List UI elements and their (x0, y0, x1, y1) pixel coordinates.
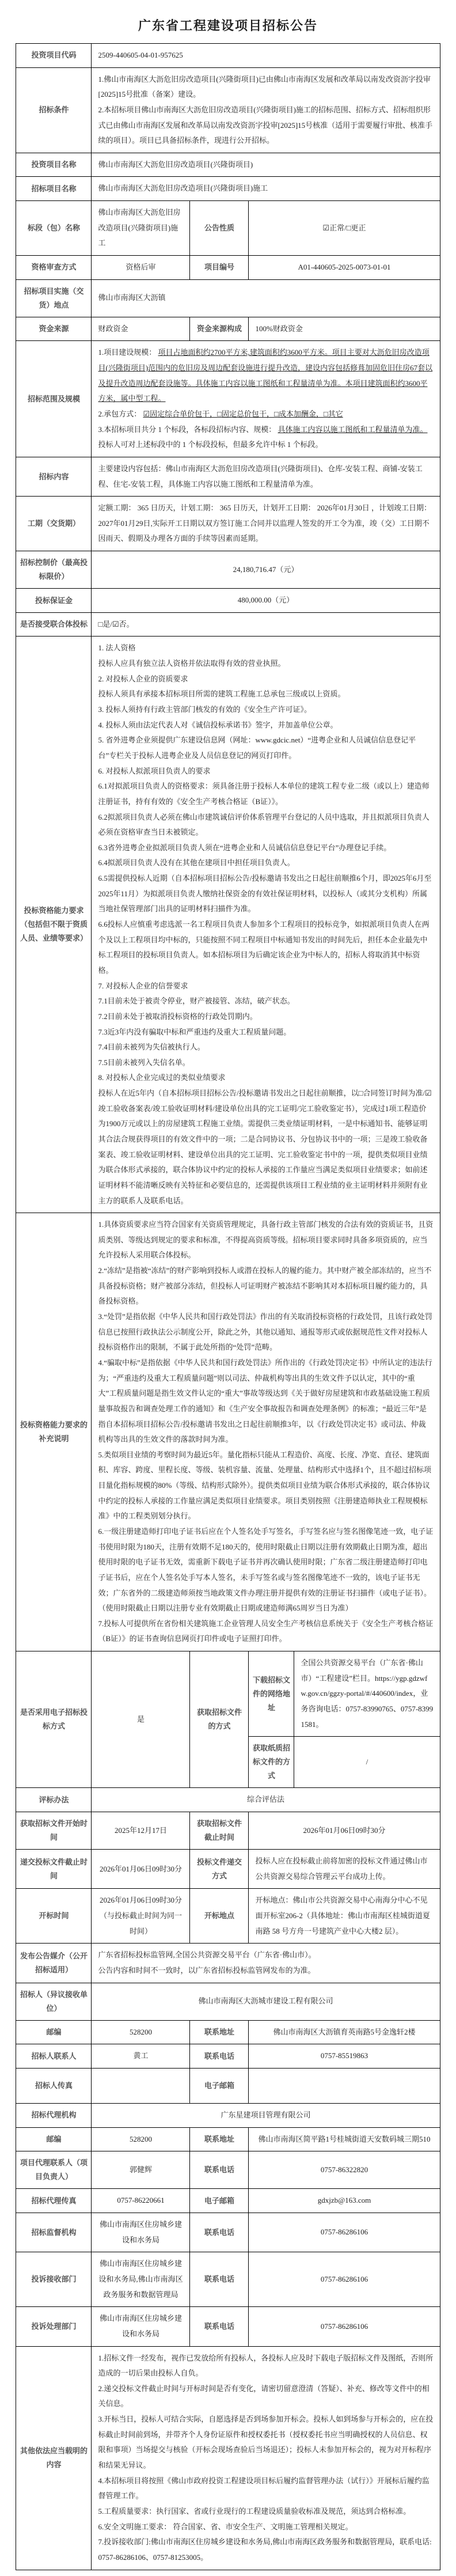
phone1-value: 0757-85519863 (249, 2044, 440, 2069)
paragraph: 6. 对投标人拟派项目负责人的要求 (98, 766, 211, 775)
paragraph: 1.项目建设规模： 项目占地面积约2700平方米,建筑面积约3600平方米。项目主要对大沥危旧房改造项目(兴隆街项目)范围内的危旧房及周边配套设施进行提升改造，建设内容包括修葺加固危旧住房67套以及提升改造周边配套设施等。具体施工内容以施工图纸和工程量清单为准。本项目建筑面积约3600平方米，属中型工程。 (98, 348, 433, 403)
row-deposit (16, 589, 440, 613)
paragraph: 6.一级注册建造师打印电子证书后应在个人签名处手写签名，手写签名应与签名图像笔迹一致，电子证书使用时限为180天，注册有效期不足180天的，使用时限截止日期以注册有效期截止日期为准，超出使用时限的电子证书无效，需重新下载电子证书并再次确认使用时限；广东省二级注册建造师打印电子证书后，应在个人签名处手写本人签名，未手写签名或与签名图像笔迹不一致的，该电子证书无效；广东省外的二级建造师须按当地政策文件办理注册并提供有效的注册证书扫描件（或电子证书）。（使用时限截止日期以注册专业有效期截止日期或建造师满65周岁当日为准） (98, 1527, 434, 1613)
row-complaint-recv (16, 2252, 440, 2307)
scope-label: 招标范围及规模 (16, 341, 92, 457)
email2-value: gdxjzb@163.com (249, 2189, 440, 2213)
paragraph: 5.类似项目业绩的考察时间为最近5年。量化指标只能从工程造价、高度、长度、净宽、直径、建筑面积、库容、跨度、里程长度、等级、装机容量、流量、处理量、结构形式中选择1个，且不超过招标项目量化指标规模的80%（等级、结构形式除外）。提供类似项目业绩为联合体形式承接的，联合体协议中约定的投标人承接的工作量应满足类似项目业绩要求。项目类别按照《注册建造师执业工程规模标准》中的工程类别划分执行。 (98, 1450, 431, 1521)
doc-end-value: 2026年01月06日09时30分 (249, 1812, 440, 1850)
deposit-label: 投标保证金 (16, 589, 92, 613)
paragraph: 7.投标人可提供所在省份相关建筑施工企业管理人员安全生产考核信息系统关于《安全生产考核合格证（B证）》的证书查询信息网页打印件或电子证照打印件。 (98, 1619, 434, 1643)
row-others (16, 2346, 440, 2570)
tender-name-value: 佛山市南海区大沥危旧房改造项目(兴隆街项目)施工 (92, 177, 440, 201)
paragraph: 7.2目前未处于被取消投标资格的行政处罚期内。 (98, 1012, 257, 1021)
paragraph: 1. 法人资格 (98, 643, 136, 653)
agency-contact-label: 项目代理联系人（项目负责人） (16, 2151, 92, 2189)
row-fax2 (16, 2189, 440, 2213)
paragraph: 7.1目前未处于被责令停业，财产被接管、冻结，破产状态。 (98, 997, 295, 1006)
paragraph: 投标人可对上述标段中的 1 个标段投标，但最多允许中标 1 个标段。 (98, 440, 323, 449)
row-agency (16, 2104, 440, 2128)
tenderer-contact-value: 黄工 (92, 2044, 190, 2069)
paragraph: 6.1对拟派项目负责人的资格要求：须具备注册于投标人本单位的建筑工程专业二级（或以上）建造师注册证书，持有有效的《安全生产考核合格证（B证）》。 (98, 782, 430, 806)
row-contact2 (16, 2151, 440, 2189)
email1-label: 电子邮箱 (190, 2069, 249, 2104)
qualification-label: 投标资格能力要求（包括但不限于资质人员、业绩等要求） (16, 637, 92, 1213)
opening-time-value: 2026年01月06日09时30分（与投标截止时间为同一时间） (92, 1889, 190, 1944)
row-consortium (16, 612, 440, 637)
paragraph: 3.本招标项目共分 1 个标段，各标段招标内容、规模： 具体施工内容以施工图纸和工程量清单为准。 (98, 425, 428, 434)
download-docs-value: 全国公共资源交易平台（广东省·佛山市）“工程建设”栏目。https://ygp.gdzwfw.gov.cn/ggzy-portal/#/440600/index，业务咨询电话：0757-83990765、0757-83991581。 (294, 1651, 440, 1737)
paragraph: 投标人须具有承接本招标项目所需的建筑工程施工总承包三级或以上资质。 (98, 690, 345, 699)
content-value: 主要建设内容包括：佛山市南海区大沥危旧房改造项目(兴隆街项目)、仓库-安装工程、商铺-安装工程、住宅-安装工程，具体施工内容以施工图纸和工程量清单为准。 (92, 457, 440, 496)
project-code-value: 2509-440605-04-01-957625 (92, 44, 440, 68)
phone2-label: 联系电话 (190, 2151, 249, 2189)
paragraph: 1.具体资质要求应当符合国家有关资质管理规定，具备行政主管部门核发的合法有效的资质证书，且资质类别、等级达到规定的要求和标准，不得提高资质等级。招标项目要求同时具备多项资质的，应当允许投标人采用联合体投标。 (98, 1220, 434, 1260)
e-bidding-label: 是否采用电子招标投标方式 (16, 1651, 92, 1788)
download-docs-label: 下载招标文件的网络地址 (249, 1651, 294, 1737)
funds-composition-label: 资金来源构成 (190, 317, 249, 341)
row-qualification (16, 637, 440, 1213)
complaint-handle-value: 佛山市南海区住房城乡建设和水务局 (92, 2307, 190, 2346)
submit-method-value: 投标人应在投标截止前将加密的投标文件通过佛山市公共资源交易综合管理云平台成功上传。 (249, 1850, 440, 1889)
row-project-code (16, 44, 440, 68)
others-label: 其他依法应当载明的内容 (16, 2346, 92, 2570)
ceiling-label: 招标控制价（最高投标限价） (16, 551, 92, 589)
paragraph: 7. 对投标人企业的信誉要求 (98, 981, 188, 990)
agency-fax-label: 招标代理传真 (16, 2189, 92, 2213)
address1-value: 佛山市南海区大沥镇育英南路5号金逸轩2楼 (249, 2020, 440, 2044)
paragraph: 6.2拟派项目负责人必须在佛山市建筑诚信评价体系管理平台登记的人员中选取，并且拟派项目负责人必须在资格审查当日未被锁定。 (98, 812, 430, 837)
paragraph: 5. 省外进粤企业须提供广东建设信息网（网址：www.gdcic.net）“进粤企业和人员诚信信息登记平台”专栏关于投标人进粤企业及人员信息登记的网页打印件。 (98, 736, 416, 760)
agency-label: 招标代理机构 (16, 2104, 92, 2128)
opening-time-label: 开标时间 (16, 1889, 92, 1944)
paragraph: 2. 对投标人企业的资质要求 (98, 674, 188, 683)
period-label: 工期（交货期） (16, 497, 92, 551)
paragraph: 7.3近3年内没有骗取中标和严重违约及重大工程质量问题。 (98, 1027, 291, 1036)
row-complaint-handle (16, 2307, 440, 2346)
doc-start-value: 2025年12月17日 (92, 1812, 190, 1850)
row-section (16, 201, 440, 256)
funds-value: 财政资金 (92, 317, 190, 341)
email2-label: 电子邮箱 (190, 2189, 249, 2213)
complaint-recv-phone-label: 联系电话 (190, 2252, 249, 2307)
evaluation-label: 评标办法 (16, 1788, 92, 1812)
qual-review-label: 资格审查方式 (16, 256, 92, 280)
complaint-handle-phone-label: 联系电话 (190, 2307, 249, 2346)
scope-value (92, 341, 440, 457)
agency-value: 广东星建项目管理有限公司 (92, 2104, 440, 2128)
complaint-handle-label: 投诉处理部门 (16, 2307, 92, 2346)
row-e-bidding (16, 1651, 440, 1737)
section-value: 佛山市南海区大沥危旧房改造项目(兴隆街项目)施工 (92, 201, 190, 256)
doc-end-label: 获取招标文件截止时间 (190, 1812, 249, 1850)
zip1-value: 528200 (92, 2020, 190, 2044)
tender-announcement-table (16, 43, 440, 2570)
zip2-value: 528200 (92, 2127, 190, 2151)
row-contact1 (16, 2044, 440, 2069)
qual-supplement-label: 投标资格能力要求的补充说明 (16, 1213, 92, 1651)
row-ceiling (16, 551, 440, 589)
row-period (16, 497, 440, 551)
notice-nature-label: 公告性质 (190, 201, 249, 256)
row-invest-name (16, 153, 440, 177)
zip2-label: 邮编 (16, 2127, 92, 2151)
paragraph: 6.3省外进粤企业拟派项目负责人须在“进粤企业和人员诚信信息登记平台”办理登记手续。 (98, 843, 392, 852)
complaint-handle-phone-value: 0757-86286106 (249, 2307, 440, 2346)
paragraph: 2.本招标项目佛山市南海区大沥危旧房改造项目(兴隆街项目)施工的招标范围、招标方式、招标组织形式已由佛山市南海区发展和改革局以南发改资沥字投审[2025]15号核准（适用于需要履行审批、核准手续的项目）。项目已具备招标条件，现进行公开招标。 (98, 105, 433, 145)
others-value (92, 2346, 440, 2570)
address2-value: 佛山市南海区简平路1号桂城街道天安数码城三期510 (249, 2127, 440, 2151)
ceiling-value: 24,180,716.47（元） (92, 551, 440, 589)
complaint-recv-label: 投诉接收部门 (16, 2252, 92, 2307)
e-bidding-value: 是 (92, 1651, 190, 1788)
qualification-value (92, 637, 440, 1213)
notice-nature-value: ☑正常/□更正 (249, 201, 440, 256)
row-scope (16, 341, 440, 457)
media-label: 发布公告媒介（公开招标适用） (16, 1944, 92, 1983)
content-label: 招标内容 (16, 457, 92, 496)
row-qual-supplement (16, 1213, 440, 1651)
paragraph: 6.6投标人应慎重考虑选派一名工程项目负责人参加多个工程项目的投标竞争，如拟派项目负责人在两个及以上工程项目均中标的，只能按照不同工程项目中标通知书发出的时间先后，担任本企业最先中标工程项目的投标项目负责人。如本招标项目为后确定该企业为中标人的，招标人将取消其中标资格。 (98, 920, 430, 975)
paragraph: 7.5目前未被列入失信名单。 (98, 1058, 190, 1067)
supervisor-phone-label: 联系电话 (190, 2213, 249, 2252)
paragraph: 4. 投标人须由法定代表人对《诚信投标承诺书》签字，并加盖单位公章。 (98, 720, 338, 729)
paragraph: 6.4拟派项目负责人没有在其他在建项目中担任项目负责人。 (98, 858, 295, 867)
location-value: 佛山市南海区大沥镇 (92, 279, 440, 317)
bid-conditions-label: 招标条件 (16, 67, 92, 153)
paragraph: 2.承包方式： ☑固定综合单价包干，□固定总价包干，□成本加酬金，□其它 (98, 409, 343, 418)
row-tenderer (16, 1983, 440, 2020)
paragraph: 2.“冻结”是指被“冻结”的财产影响到投标人或潜在投标人的履约能力。其中财产被全部冻结的，应当不具备投标资格；财产被部分冻结，但投标人可证明财产被冻结不影响其对本招标项目履约能力的，具备投标资格。 (98, 1266, 432, 1306)
submit-deadline-label: 递交投标文件截止时间 (16, 1850, 92, 1889)
paragraph: 广东省招标投标监管网,全国公共资源交易平台（广东省·佛山市）。 (98, 1950, 316, 1960)
complaint-recv-value: 佛山市南海区住房城乡建设和水务局,佛山市南海区政务服务和数据管理局 (92, 2252, 190, 2307)
project-number-value: A01-440605-2025-0073-01-01 (249, 256, 440, 280)
evaluation-value: 综合评估法 (92, 1788, 440, 1812)
complaint-recv-phone-value: 0757-86286106 (249, 2252, 440, 2307)
paragraph: 3.“处罚”是指依据《中华人民共和国行政处罚法》作出的有关取消投标资格的行政处罚，且该行政处罚信息已按照行政执法公示制度公开，除此之外，其他以通知、通报等形式或依据规范性文件对投标人投标资格作出的限制，不属于此处所指的“处罚”范畴。 (98, 1312, 432, 1352)
submit-method-label: 投标文件递交方式 (190, 1850, 249, 1889)
paragraph: 2.递交投标文件截止时间与开标时间是否有变化，请密切留意澄清（答疑）、补充、修改等文件中的相关信息。 (98, 2384, 430, 2408)
paragraph: 7.投诉接收部门:佛山市南海区住房城乡建设和水务局,佛山市南海区政务服务和数据管理局，联系电话:0757-86286106、0757-81253005。 (98, 2537, 432, 2562)
location-label: 招标项目实施（交货）地点 (16, 279, 92, 317)
row-location (16, 279, 440, 317)
bid-conditions-value (92, 67, 440, 153)
row-zip1 (16, 2020, 440, 2044)
paragraph: 投标人应具有独立法人资格并依法取得有效的营业执照。 (98, 659, 286, 668)
tenderer-value: 佛山市南海区大沥城市建设工程有限公司 (92, 1983, 440, 2020)
doc-start-label: 获取招标文件开始时间 (16, 1812, 92, 1850)
section-label: 标段（包）名称 (16, 201, 92, 256)
submit-deadline-value: 2026年01月06日09时30分 (92, 1850, 190, 1889)
funds-composition-value: 100%财政资金 (249, 317, 440, 341)
address2-label: 联系地址 (190, 2127, 249, 2151)
paragraph: 4.本招标项目将按照《佛山市政府投资工程建设项目标后履约监督管理办法（试行）》开展标后履约监督管理工作。 (98, 2476, 430, 2501)
tenderer-label: 招标人（异议接收单位） (16, 1983, 92, 2020)
paper-docs-value: / (294, 1737, 440, 1788)
tenderer-fax-value (92, 2069, 190, 2104)
row-bid-conditions (16, 67, 440, 153)
project-number-label: 项目编号 (190, 256, 249, 280)
phone2-value: 0757-86322820 (249, 2151, 440, 2189)
tender-name-label: 招标项目名称 (16, 177, 92, 201)
paragraph: 3. 投标人须持有行政主管部门核发的有效的《安全生产许可证》。 (98, 705, 311, 714)
row-fax1 (16, 2069, 440, 2104)
row-supervisor (16, 2213, 440, 2252)
consortium-value: □是/☑否。 (92, 612, 440, 637)
row-doc-time (16, 1812, 440, 1850)
paragraph: 8. 对投标人企业完成过的类似业绩要求 (98, 1073, 226, 1082)
paragraph: 3.开标当日，投标人可结合实际，自愿选择是否到场参加开标会。投标人如到场参与开标会的，应在投标截止时间前到场，并带齐个人身份证原件和授权委托书（授权委托书应当明确授权的人员信息、权限和事项）当场提交与核验（开标会现场查验后当场退还）；投标人未参加开标会的，视为对开标程序和结果无异议。 (98, 2415, 434, 2470)
tenderer-fax-label: 招标人传真 (16, 2069, 92, 2104)
page-title: 广东省工程建设项目招标公告 (138, 18, 318, 33)
period-value: 定额工期： 365 日历天，计划工期： 365 日历天，计划开工日期： 2026年01月30日 ，计划竣工日期： 2027年01月29日,实际开工日期以双方签订施工合同并以监理人签发的开工令为准，竣（交）工日期不因雨天、假期及办理各方面的手续等因素而延期。 (92, 497, 440, 551)
row-opening (16, 1889, 440, 1944)
phone1-label: 联系电话 (190, 2044, 249, 2069)
address1-label: 联系地址 (190, 2020, 249, 2044)
agency-fax-value: 0757-86220661 (92, 2189, 190, 2213)
agency-contact-value: 郭健辉 (92, 2151, 190, 2189)
invest-name-label: 投资项目名称 (16, 153, 92, 177)
paragraph: 4.“骗取中标”是指依据《中华人民共和国行政处罚法》所作出的《行政处罚决定书》中所认定的违法行为；“严重违约及重大工程质量问题”则以司法、仲裁机构等出具的生效文件予以认定，其中的“重大”工程质量问题是指生效文件认定的“重大”事故等级达到《关于做好房屋建筑和市政基础设施工程质量事故报告和调查处理工作的通知》和《生产安全事故报告和调查处理条例》的标准；“最近三年”是指自本招标项目招标公告/投标邀请书发出之日起往前顺推3年，以《行政处罚决定书》或司法、仲裁机构等出具的生效文件的落款时间为准。 (98, 1358, 432, 1444)
funds-label: 资金来源 (16, 317, 92, 341)
row-funds (16, 317, 440, 341)
paragraph: 6.安全文明施工要求： 符合国家、省、市安全生产、文明施工管理相关规定。 (98, 2522, 353, 2531)
supervisor-phone-value: 0757-86286106 (249, 2213, 440, 2252)
row-submit (16, 1850, 440, 1889)
email1-value (249, 2069, 440, 2104)
supervisor-label: 招标监督机构 (16, 2213, 92, 2252)
supervisor-value: 佛山市南海区住房城乡建设和水务局 (92, 2213, 190, 2252)
opening-place-value: 开标地点：佛山市公共资源交易中心南海分中心不见面开标室206-2（具体地址：佛山市南海区桂城街道夏南路 58 号方舟一号建筑产业中心大楼2 层）。 (249, 1889, 440, 1944)
paper-docs-label: 获取纸质招标文件的方式 (249, 1737, 294, 1788)
tenderer-contact-label: 招标人联系人 (16, 2044, 92, 2069)
obtain-docs-label: 获取招标文件的方式 (190, 1651, 249, 1788)
row-content (16, 457, 440, 496)
consortium-label: 是否接受联合体投标 (16, 612, 92, 637)
media-value (92, 1944, 440, 1983)
row-qual-review (16, 256, 440, 280)
qual-supplement-value (92, 1213, 440, 1651)
project-code-label: 投资项目代码 (16, 44, 92, 68)
row-zip2 (16, 2127, 440, 2151)
zip1-label: 邮编 (16, 2020, 92, 2044)
row-media (16, 1944, 440, 1983)
row-evaluation (16, 1788, 440, 1812)
paragraph: 1.佛山市南海区大沥危旧房改造项目(兴隆街项目)已由佛山市南海区发展和改革局以南发改资沥字投审[2025]15号批准（备案）建设。 (98, 74, 431, 99)
opening-place-label: 开标地点 (190, 1889, 249, 1944)
paragraph: 5.工程质量要求：执行国家、省或行业现行的工程建设质量验收标准及规范，须达到合格标准。 (98, 2506, 411, 2516)
deposit-value: 480,000.00（元） (92, 589, 440, 613)
invest-name-value: 佛山市南海区大沥危旧房改造项目(兴隆街项目) (92, 153, 440, 177)
paragraph: 公告内容和时间不一致时，以广东省招标投标监管网发布的为准。 (98, 1966, 316, 1975)
paragraph: 6.5需提供投标人近期（自本招标项目招标公告/投标邀请书发出之日起往前顺推6个月，即2025年6月至2025年11月）为拟派项目负责人缴纳社保资金的有效社保证明材料，以投标人（或其分支机构）所属当地社保管理部门出具的证明材料扫描件为准。 (98, 874, 432, 914)
paragraph: 1.招标文件一经发布，视作已发放给所有投标人，各投标人应及时下载电子版招标文件及图纸，否则所造成的一切后果由投标人自负。 (98, 2353, 434, 2378)
paragraph: 7.4目前未被列为失信被执行人。 (98, 1043, 205, 1052)
qual-review-value: 资格后审 (92, 256, 190, 280)
row-tender-name (16, 177, 440, 201)
paragraph: 投标人在近5年内（自本招标项目招标公告/投标邀请书发出之日起往前顺推，以□合同签订时间为准/☑竣工验收备案表/竣工验收证明材料/建设单位出具的完工证明/完工验收鉴定书），完成过1项工程造价为1900万元或以上的房屋建筑工程施工业绩。需提供三类业绩证明材料，一是中标通知书、能够证明其合法合规获得项目的有效文件中的一项；二是合同协议书、分包协议书中的一项；三是竣工验收备案表、竣工验收证明材料、建设单位出具的完工证明、完工验收鉴定书中的一项，提供类似项目业绩为联合体形式承接的，联合体协议中约定的投标人承接的工作量应当满足类似项目业绩要求；如前述证明材料不能清晰反映有关特征和必要信息的，还需提供该项目工程业绩的业主证明材料并须附有业主方的联系人及联系电话。 (98, 1089, 432, 1205)
